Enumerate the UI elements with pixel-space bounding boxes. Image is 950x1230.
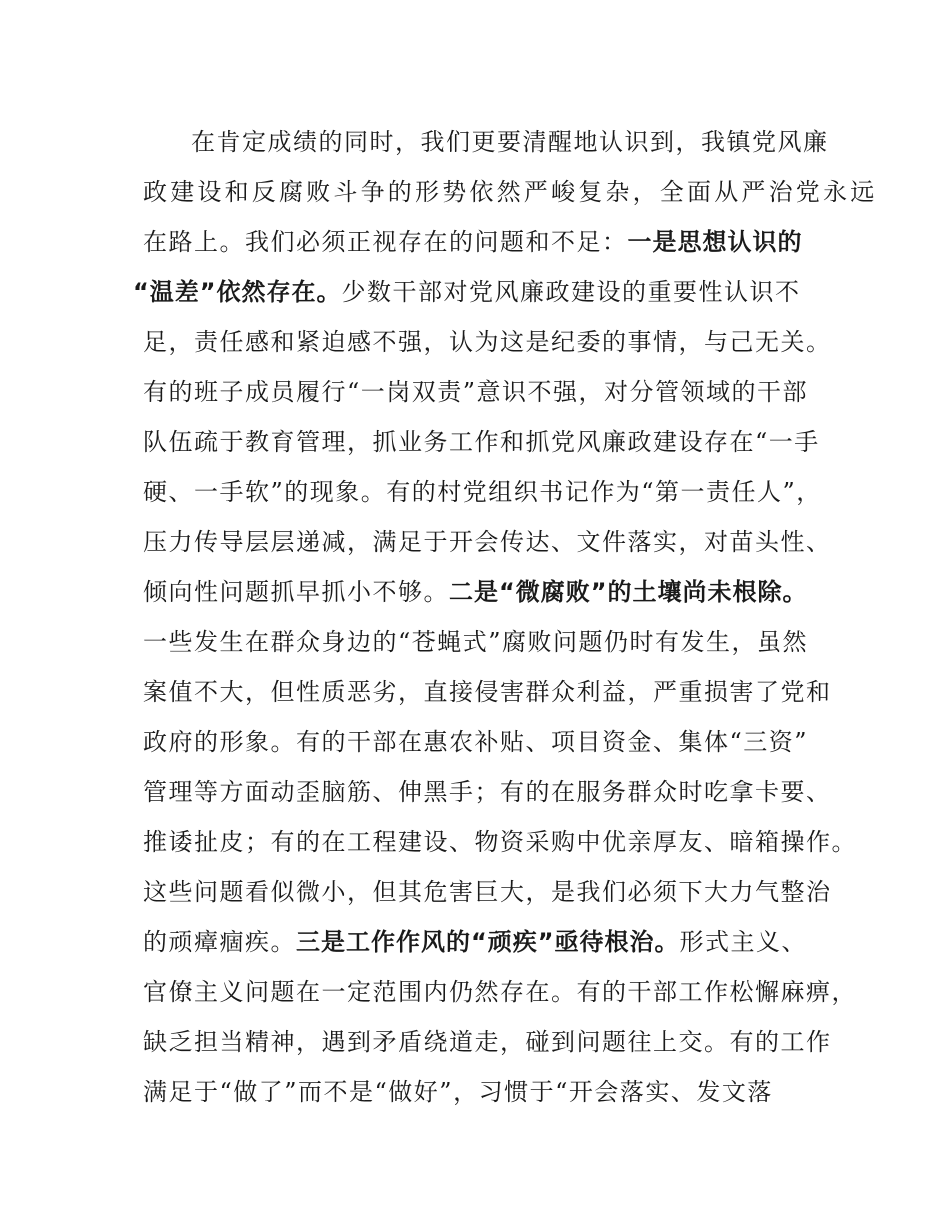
line-text: 满足于“做了”而不是“做好”，习惯于“开会落实、发文落 (143, 1078, 773, 1106)
line-text: 一些发生在群众身边的“苍蝇式”腐败问题仍时有发生，虽然 (143, 628, 809, 656)
line-text: 政建设和反腐败斗争的形势依然严峻复杂，全面从严治党永远 (143, 178, 878, 206)
line-text: 推诿扯皮；有的在工程建设、物资采购中优亲厚友、暗箱操作。 (143, 828, 857, 856)
paragraph-line-7 (143, 422, 843, 462)
line-text: 缺乏担当精神，遇到矛盾绕道走，碰到问题往上交。有的工作 (143, 1028, 832, 1056)
line-text: 官僚主义问题在一定范围内仍然存在。有的干部工作松懈麻痹， (143, 978, 857, 1006)
paragraph-line-3 (143, 222, 843, 262)
paragraph-line-8 (143, 472, 843, 512)
line-text: 的顽瘴痼疾。 (143, 928, 296, 956)
paragraph-line-14 (143, 772, 843, 812)
paragraph-line-9 (143, 522, 843, 562)
paragraph-line-12 (143, 672, 843, 712)
paragraph-line-1 (191, 122, 891, 162)
paragraph-line-13 (143, 722, 843, 762)
line-text: 有的班子成员履行“一岗双责”意识不强，对分管领域的干部 (143, 378, 809, 406)
bold-heading-text: 三是工作作风的“顽疾”亟待根治。 (296, 928, 680, 956)
line-text: 少数干部对党风廉政建设的重要性认识不 (341, 278, 801, 306)
line-text: 在路上。我们必须正视存在的问题和不足： (143, 228, 628, 256)
bold-heading-text: “温差”依然存在。 (133, 278, 342, 306)
paragraph-line-19 (143, 1022, 843, 1062)
paragraph-line-18 (143, 972, 857, 1012)
paragraph-line-5 (143, 322, 843, 362)
line-text: 足，责任感和紧迫感不强，认为这是纪委的事情，与己无关。 (143, 328, 832, 356)
paragraph-line-6 (143, 372, 843, 412)
line-text: 政府的形象。有的干部在惠农补贴、项目资金、集体“三资” (143, 728, 809, 756)
bold-heading-text: 二是“微腐败”的土壤尚未根除。 (449, 578, 808, 606)
paragraph-line-15 (143, 822, 857, 862)
paragraph-line-2 (143, 172, 878, 212)
line-text: 这些问题看似微小，但其危害巨大，是我们必须下大力气整治 (143, 878, 832, 906)
paragraph-line-10 (143, 572, 843, 612)
line-text: 形式主义、 (679, 928, 808, 956)
line-text: 倾向性问题抓早抓小不够。 (143, 578, 449, 606)
line-text: 队伍疏于教育管理，抓业务工作和抓党风廉政建设存在“一手 (143, 428, 820, 456)
paragraph-line-4 (133, 272, 833, 312)
line-text: 硬、一手软”的现象。有的村党组织书记作为“第一责任人”， (143, 478, 822, 506)
line-text: 案值不大，但性质恶劣，直接侵害群众利益，严重损害了党和 (143, 678, 832, 706)
bold-heading-text: 一是思想认识的 (627, 228, 803, 256)
line-text: 管理等方面动歪脑筋、伸黑手；有的在服务群众时吃拿卡要、 (143, 778, 832, 806)
line-text: 压力传导层层递减，满足于开会传达、文件落实，对苗头性、 (143, 528, 832, 556)
line-text: 在肯定成绩的同时，我们更要清醒地认识到，我镇党风廉 (191, 128, 829, 156)
paragraph-line-17 (143, 922, 843, 962)
paragraph-line-20 (143, 1072, 843, 1112)
paragraph-line-16 (143, 872, 843, 912)
paragraph-line-11 (143, 622, 843, 662)
